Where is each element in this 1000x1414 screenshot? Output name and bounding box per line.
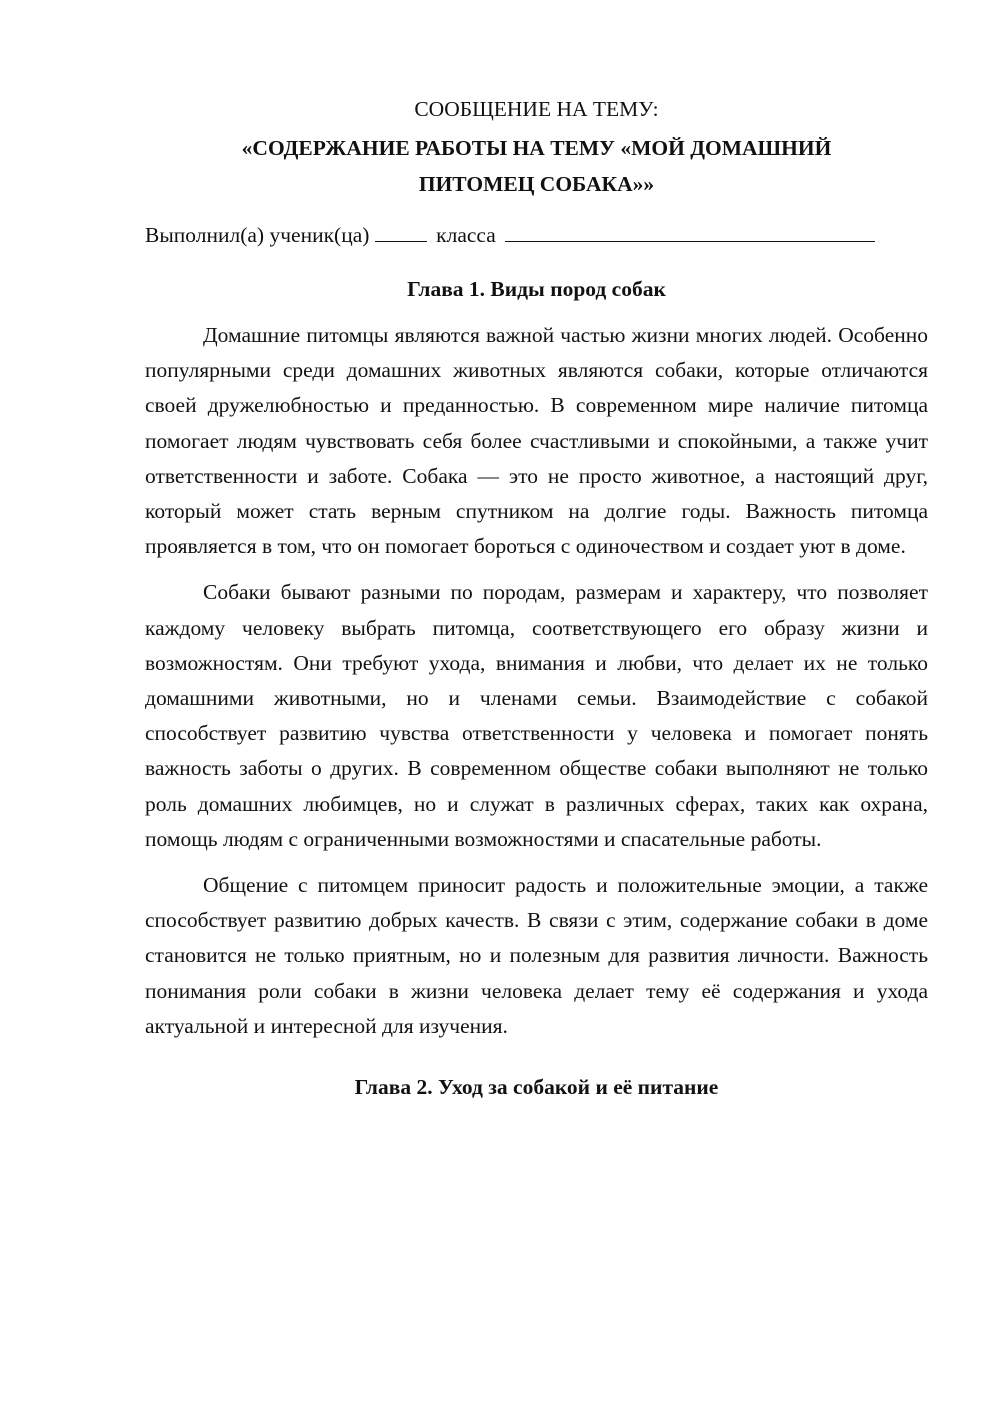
paragraph-3: Общение с питомцем приносит радость и положительные эмоции, а также способствует развитию добрых качеств. В связи с этим, содержание собаки в доме становится не только приятным, но и полезным для развития личности. Важность понимания роли собаки в жизни человека делает тему её содержания и ухода актуальной и интересной для изучения.	[145, 873, 928, 1038]
document-title-line-1: «СОДЕРЖАНИЕ РАБОТЫ НА ТЕМУ «МОЙ ДОМАШНИЙ	[241, 136, 832, 160]
document-title	[145, 130, 928, 202]
paragraph-2: Собаки бывают разными по породам, размерам и характеру, что позволяет каждому человеку выбрать питомца, соответствующего его образу жизни и возможностям. Они требуют ухода, внимания и любви, что делает их не только домашними животными, но и членами семьи. Взаимодействие с собакой способствует развитию чувства ответственности у человека и помогает понять важность заботы о других. В современном обществе собаки выполняют не только роль домашних любимцев, но и служат в различных сферах, таких как охрана, помощь людям с ограниченными возможностями и спасательные работы.	[145, 580, 928, 851]
document-heading: СООБЩЕНИЕ НА ТЕМУ:	[414, 97, 659, 121]
chapter-2-title: Глава 2. Уход за собакой и её питание	[354, 1075, 719, 1100]
document-title-line-2: ПИТОМЕЦ СОБАКА»»	[418, 172, 655, 196]
author-prefix: Выполнил(а) ученик(ца)	[145, 223, 370, 247]
name-blank	[505, 221, 875, 242]
paragraph-1: Домашние питомцы являются важной частью жизни многих людей. Особенно популярными среди домашних животных являются собаки, которые отличаются своей дружелюбностью и преданностью. В современном мире наличие питомца помогает людям чувствовать себя более счастливыми и спокойными, а также учит ответственности и заботе. Собака — это не просто животное, а настоящий друг, который может стать верным спутником на долгие годы. Важность питомца проявляется в том, что он помогает бороться с одиночеством и создает уют в доме.	[145, 323, 928, 559]
document-page	[145, 92, 928, 1104]
author-line	[145, 218, 928, 252]
grade-blank	[375, 221, 427, 242]
chapter-1-title: Глава 1. Виды пород собак	[407, 277, 666, 301]
author-class-label: класса	[436, 223, 496, 247]
